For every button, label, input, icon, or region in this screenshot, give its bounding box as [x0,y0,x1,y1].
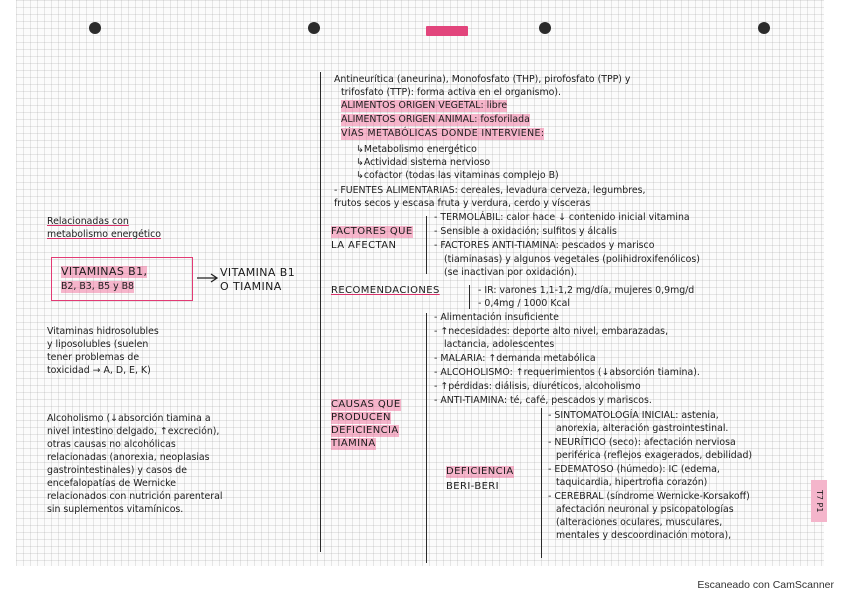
arrow-icon [196,272,220,284]
main-title-line: O TIAMINA [220,280,282,293]
alcoholism-note-line: Alcoholismo (↓absorción tiamina a [47,413,211,424]
binder-hole [308,22,320,34]
factor-item: - TERMOLÁBIL: calor hace ↓ contenido inicial vitamina [434,212,690,223]
factors-heading-line: FACTORES QUE [331,226,413,237]
factor-item: (tiaminasas) y algunos vegetales (polihidroxifenólicos) [444,254,700,265]
alcoholism-note-line: relacionadas (anorexia, neoplasias [47,452,210,463]
beriberi-item: - CEREBRAL (síndrome Wernicke-Korsakoff) [548,491,750,502]
vegetable-source-line: ALIMENTOS ORIGEN VEGETAL: libre [341,100,508,111]
page-tab: T7 P1 [811,480,827,522]
causes-heading-line: PRODUCEN [331,412,391,423]
alcoholism-note-line: gastrointestinales) y casos de [47,465,188,476]
alcoholism-note-line: relacionados con nutrición parenteral [47,491,223,502]
related-note-line: metabolismo energético [47,229,162,240]
pathway-item: ↳Metabolismo energético [356,144,477,155]
title-box-line: B2, B3, B5 y B8 [61,281,135,292]
causes-heading-line: DEFICIENCIA [331,425,399,436]
beriberi-heading-line: DEFICIENCIA [446,466,514,477]
vitamins-note-line: toxicidad → A, D, E, K) [47,365,151,376]
vitamins-note-line: Vitaminas hidrosolubles [47,326,159,337]
related-note-line: Relacionadas con [47,216,129,227]
factor-item: - FACTORES ANTI-TIAMINA: pescados y marisco [434,240,655,251]
bracket-line [541,408,542,558]
cause-item: - ALCOHOLISMO: ↑requerimientos (↓absorción tiamina). [434,367,700,378]
bracket-line [469,285,470,309]
recommendations-heading: RECOMENDACIONES [331,285,440,296]
title-box-line: VITAMINAS B1, [61,265,148,278]
beriberi-heading-line: BERI-BERI [446,481,500,492]
vitamins-note-line: y liposolubles (suelen [47,339,149,350]
title-box [51,257,193,301]
alcoholism-note-line: otras causas no alcohólicas [47,439,176,450]
pathway-item: ↳Actividad sistema nervioso [356,157,491,168]
beriberi-item: afectación neuronal y psicopatologías [556,504,734,515]
factor-item: - Sensible a oxidación; sulfitos y álcalis [434,226,617,237]
beriberi-item: - NEURÍTICO (seco): afectación nerviosa [548,437,736,448]
causes-heading-line: CAUSAS QUE [331,399,401,410]
vitamins-note-line: tener problemas de [47,352,140,363]
beriberi-item: mentales y descoordinación motora), [556,530,732,541]
cause-item: - ↑necesidades: deporte alto nivel, embarazadas, [434,326,669,337]
factors-heading-line: LA AFECTAN [331,240,397,251]
binder-hole [539,22,551,34]
cause-item: - ↑pérdidas: diálisis, diuréticos, alcoholismo [434,381,641,392]
notebook-page [16,0,824,566]
beriberi-item: periférica (reflejos exagerados, debilidad) [556,450,753,461]
alcoholism-note-line: encefalopatías de Wernicke [47,478,177,489]
beriberi-item: - EDEMATOSO (húmedo): IC (edema, [548,464,720,475]
cause-item: - MALARIA: ↑demanda metabólica [434,353,596,364]
recommendation-item: - 0,4mg / 1000 Kcal [478,298,570,309]
factor-item: (se inactivan por oxidación). [444,267,578,278]
brand-logo [426,26,468,36]
beriberi-item: - SINTOMATOLOGÍA INICIAL: astenia, [548,410,719,421]
cause-item: - ANTI-TIAMINA: té, café, pescados y mariscos. [434,395,652,406]
pathways-heading: VÍAS METABÓLICAS DONDE INTERVIENE: [341,128,545,139]
scanner-watermark: Escaneado con CamScanner [697,579,834,591]
beriberi-item: taquicardia, hipertrofia corazón) [556,477,708,488]
bracket-line [426,313,427,563]
binder-hole [89,22,101,34]
cause-item: lactancia, adolescentes [444,339,555,350]
pathway-item: ↳cofactor (todas las vitaminas complejo B) [356,170,559,181]
beriberi-item: anorexia, alteración gastrointestinal. [556,423,729,434]
food-sources-line: frutos secos y escasa fruta y verdura, cerdo y vísceras [334,198,591,209]
recommendation-item: - IR: varones 1,1-1,2 mg/día, mujeres 0,9mg/d [478,285,695,296]
cause-item: - Alimentación insuficiente [434,312,559,323]
alcoholism-note-line: nivel intestino delgado, ↑excreción), [47,426,220,437]
intro-line: trifosfato (TTP): forma activa en el organismo). [341,87,562,98]
food-sources-line: - FUENTES ALIMENTARIAS: cereales, levadura cerveza, legumbres, [334,185,646,196]
intro-line: Antineurítica (aneurina), Monofosfato (THP), pirofosfato (TPP) y [334,74,631,85]
beriberi-item: (alteraciones oculares, musculares, [556,517,723,528]
binder-hole [758,22,770,34]
alcoholism-note-line: sin suplementos vitamínicos. [47,504,184,515]
bracket-line [426,216,427,274]
main-title-line: VITAMINA B1 [220,266,296,279]
causes-heading-line: TIAMINA [331,438,376,449]
bracket-line [320,72,321,552]
animal-source-line: ALIMENTOS ORIGEN ANIMAL: fosforilada [341,114,530,125]
